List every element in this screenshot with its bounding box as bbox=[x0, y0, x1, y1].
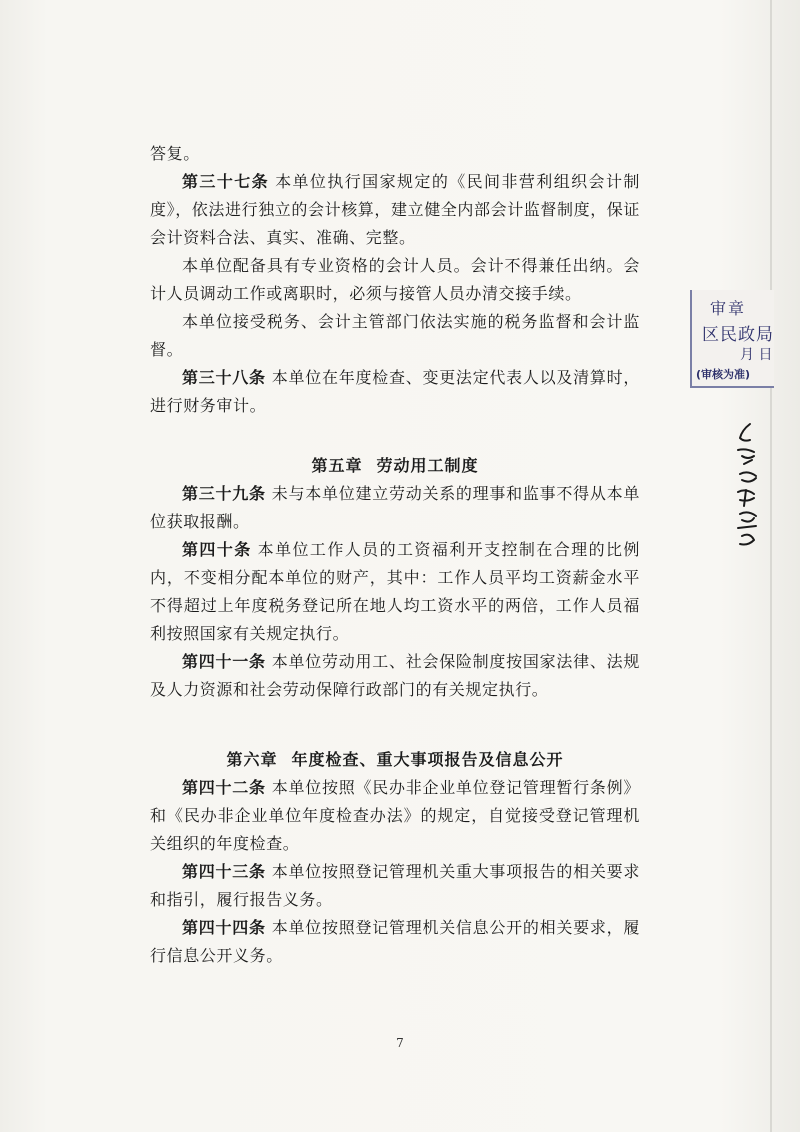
paragraph-text: 本单位配备具有专业资格的会计人员。会计不得兼任出纳。会计人员调动工作或离职时，必须与接管人员办清交接手续。 bbox=[150, 256, 640, 303]
chapter-heading-6 bbox=[150, 746, 640, 774]
article-text: 未与本单位建立劳动关系的理事和监事不得从本单位获取报酬。 bbox=[150, 484, 640, 531]
page-edge-line bbox=[770, 0, 772, 1132]
article-number: 第四十二条 bbox=[182, 778, 266, 797]
stamp-line-4: (审核为准) bbox=[696, 368, 751, 381]
chapter-number: 第五章 bbox=[311, 456, 363, 475]
article-number: 第四十四条 bbox=[182, 918, 266, 937]
chapter-heading-5 bbox=[150, 452, 640, 480]
article-text: 本单位在年度检查、变更法定代表人以及清算时，进行财务审计。 bbox=[150, 368, 640, 415]
article-number: 第三十七条 bbox=[182, 172, 270, 191]
signature-strokes bbox=[728, 420, 768, 560]
chapter-title: 劳动用工制度 bbox=[376, 456, 479, 475]
stamp-line-2: 区民政局 bbox=[702, 325, 774, 345]
article-number: 第三十八条 bbox=[182, 368, 266, 387]
paragraph-text: 本单位接受税务、会计主管部门依法实施的税务监督和会计监督。 bbox=[150, 312, 640, 359]
paragraph-supervision bbox=[150, 308, 640, 364]
paragraph-accountants bbox=[150, 252, 640, 308]
stamp-line-1: 审章 bbox=[710, 299, 747, 318]
paragraph-text: 答复。 bbox=[150, 144, 200, 163]
article-text: 本单位劳动用工、社会保险制度按国家法律、法规及人力资源和社会劳动保障行政部门的有关规定执行。 bbox=[150, 652, 640, 699]
article-number: 第四十条 bbox=[182, 540, 252, 559]
article-number: 第四十一条 bbox=[182, 652, 266, 671]
article-text: 本单位按照《民办非企业单位登记管理暂行条例》和《民办非企业单位年度检查办法》的规定，自觉接受登记管理机关组织的年度检查。 bbox=[150, 778, 640, 853]
handwritten-signature bbox=[728, 420, 768, 560]
page-number: 7 bbox=[396, 1036, 404, 1050]
article-text: 本单位工作人员的工资福利开支控制在合理的比例内，不变相分配本单位的财产，其中：工作人员平均工资薪金水平不得超过上年度税务登记所在地人均工资水平的两倍，工作人员福利按照国家有关规定执行。 bbox=[150, 540, 641, 643]
article-38 bbox=[150, 364, 640, 420]
article-39 bbox=[150, 480, 640, 536]
article-41 bbox=[150, 648, 640, 704]
article-37 bbox=[150, 168, 640, 252]
chapter-title: 年度检查、重大事项报告及信息公开 bbox=[291, 750, 564, 769]
stamp-line-3: 月 日 bbox=[740, 347, 773, 363]
document-body bbox=[150, 140, 640, 970]
article-42 bbox=[150, 774, 640, 858]
approval-stamp bbox=[690, 290, 774, 388]
article-text: 本单位执行国家规定的《民间非营利组织会计制度》，依法进行独立的会计核算，建立健全内部会计监督制度，保证会计资料合法、真实、准确、完整。 bbox=[150, 172, 641, 247]
article-44 bbox=[150, 914, 640, 970]
article-number: 第三十九条 bbox=[182, 484, 266, 503]
chapter-number: 第六章 bbox=[226, 750, 278, 769]
article-text: 本单位按照登记管理机关重大事项报告的相关要求和指引，履行报告义务。 bbox=[150, 862, 640, 909]
article-text: 本单位按照登记管理机关信息公开的相关要求，履行信息公开义务。 bbox=[150, 918, 640, 965]
article-number: 第四十三条 bbox=[182, 862, 266, 881]
article-43 bbox=[150, 858, 640, 914]
article-40 bbox=[150, 536, 640, 648]
paragraph-0 bbox=[150, 140, 640, 168]
